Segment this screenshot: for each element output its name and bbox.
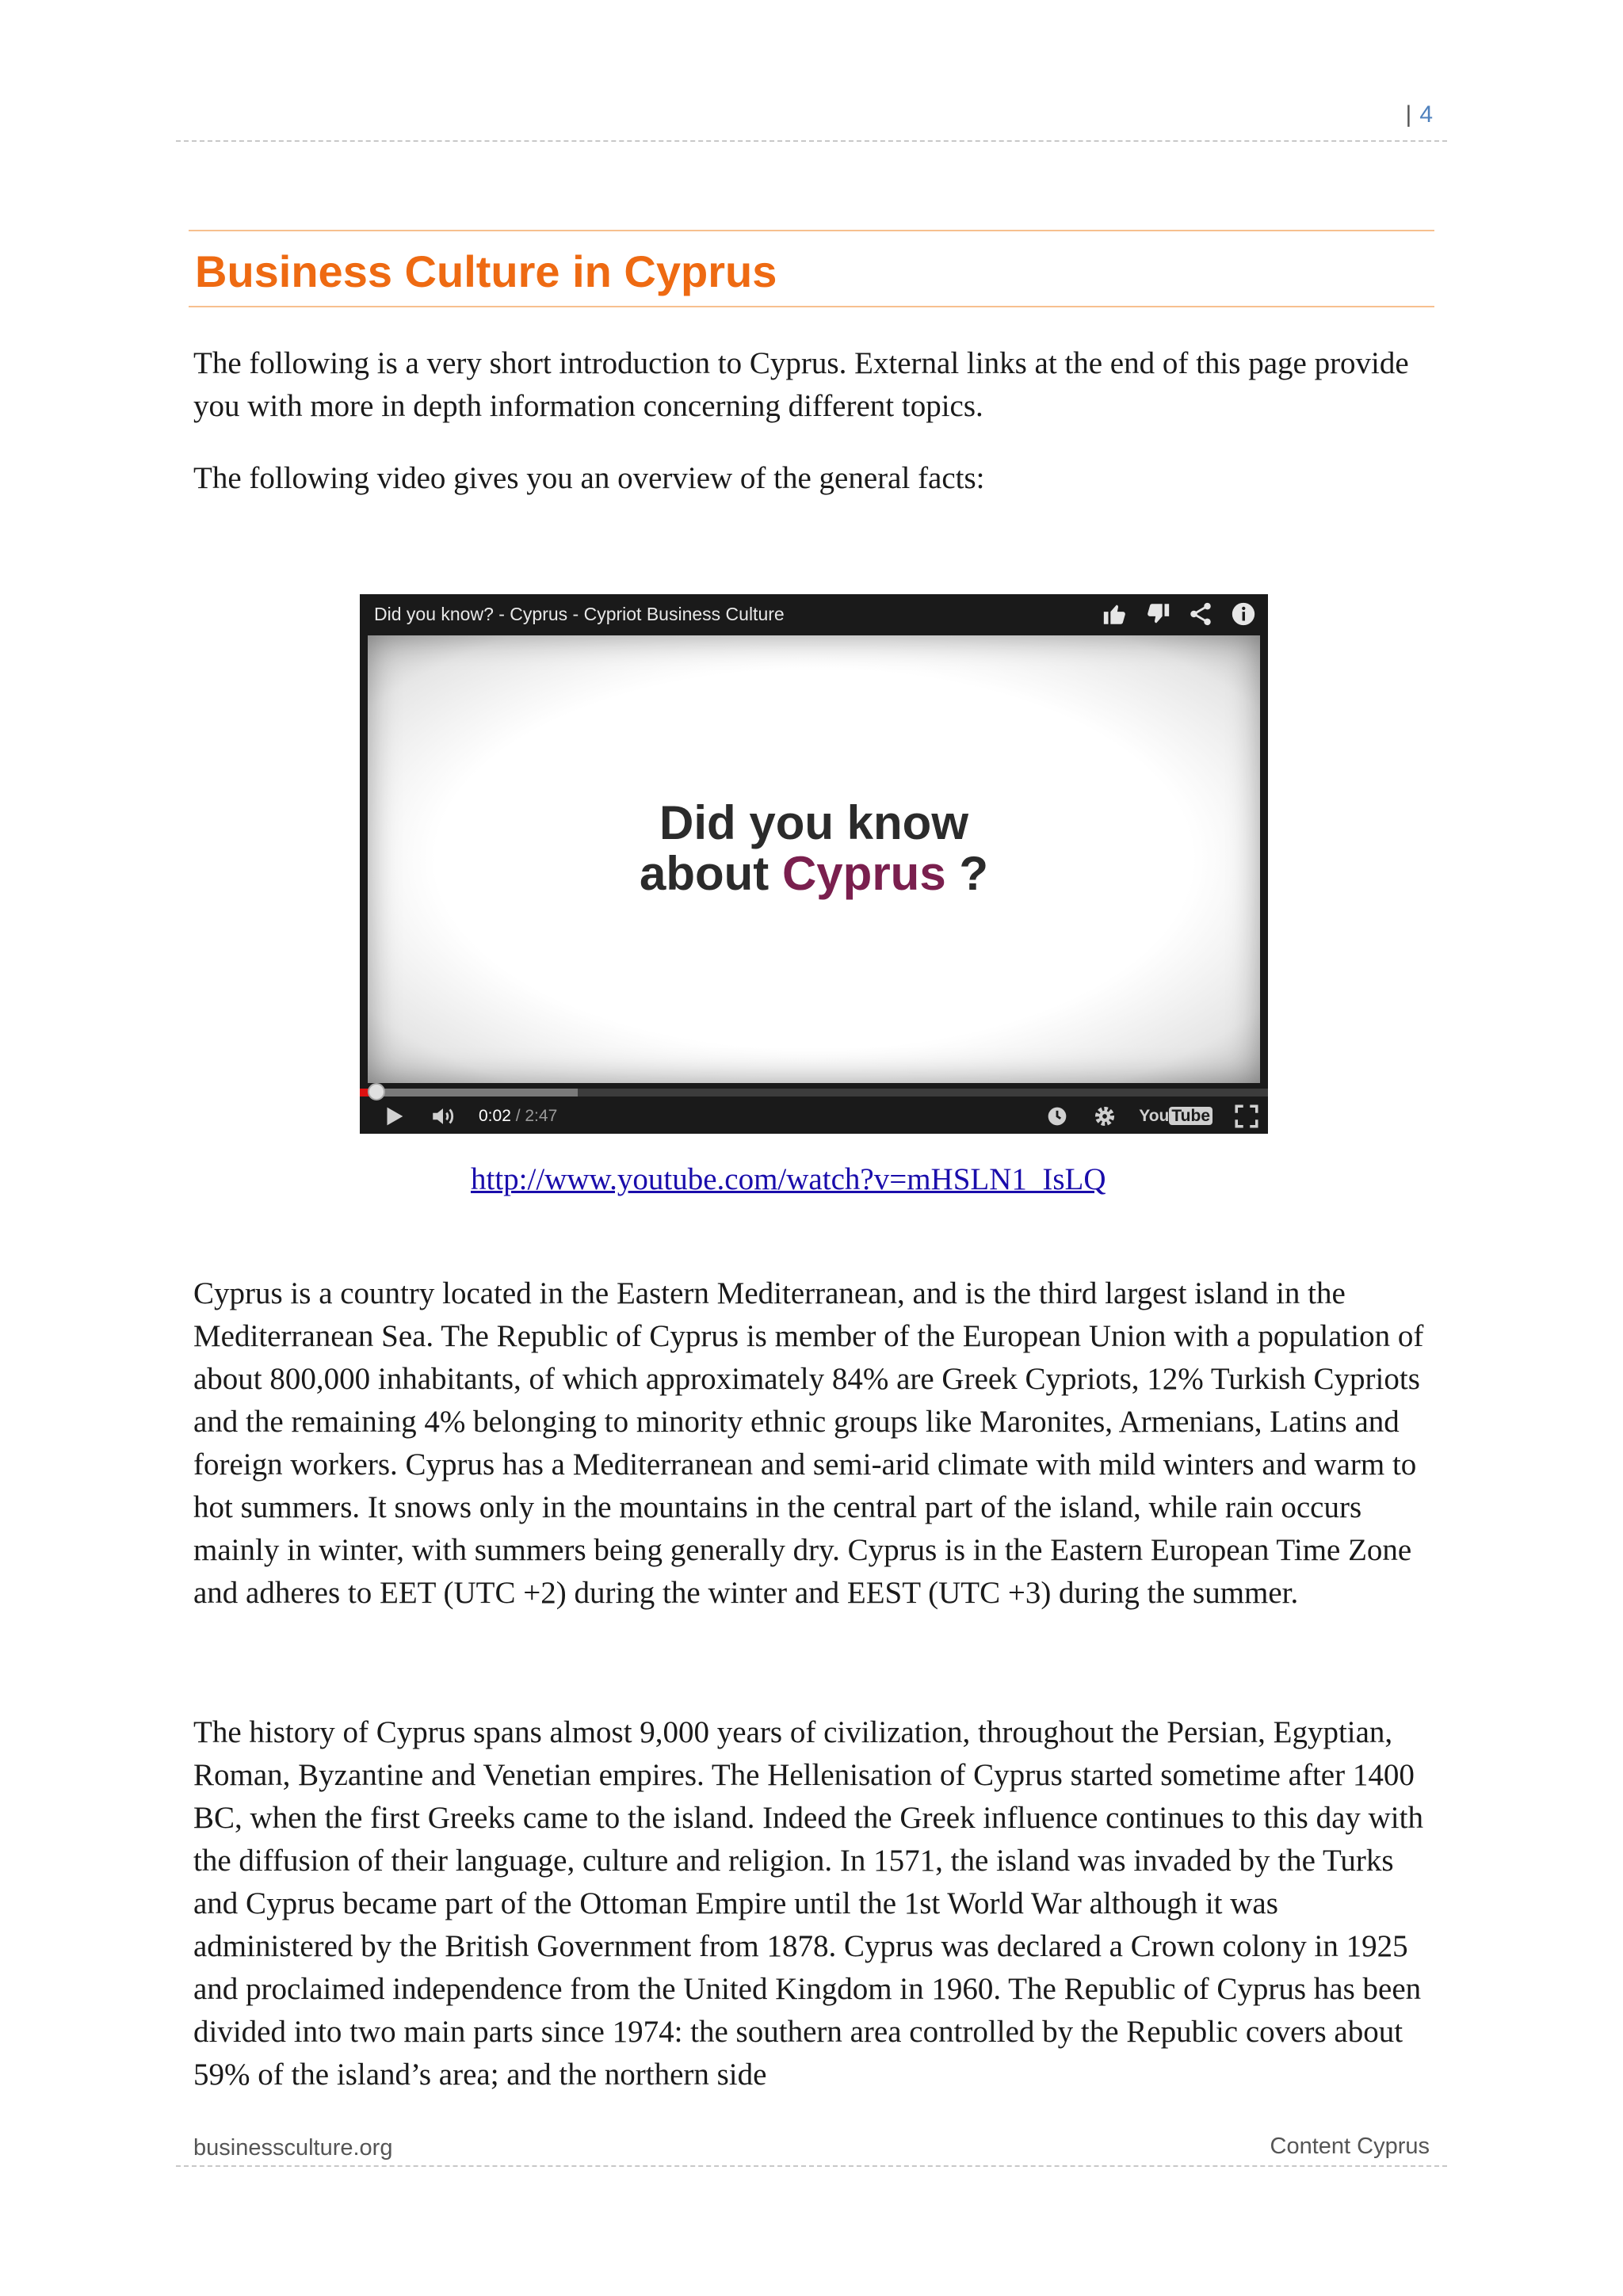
page-title: Business Culture in Cyprus (195, 246, 777, 296)
video-controls (360, 1098, 1268, 1134)
video-caption-suffix: ? (945, 847, 989, 900)
share-icon[interactable] (1187, 601, 1214, 627)
current-time: 0:02 (479, 1106, 511, 1125)
video-top-toolbar (1102, 601, 1257, 627)
footer-site: businessculture.org (193, 2135, 393, 2161)
video-caption-line1: Did you know (659, 796, 968, 849)
progress-buffered (360, 1089, 578, 1097)
page-number-value: 4 (1419, 101, 1433, 128)
page-number (1406, 101, 1433, 128)
dislike-icon[interactable] (1144, 601, 1171, 627)
watch-later-icon[interactable] (1044, 1103, 1071, 1130)
overview-paragraph: Cyprus is a country located in the Eastern Mediterranean, and is the third largest island in the Mediterranean Sea. The Republic of Cyprus is member of the European Union with a population of about 800,000 inhabitants, of which approximately 84% are Greek Cypriots, 12% Turkish Cypriots and the remaining 4% belonging to minority ethnic groups like Maronites, Armenians, Latins and foreign workers. Cyprus has a Mediterranean and semi-arid climate with mild winters and warm to hot summers. It snows only in the mountains in the central part of the island, while rain occurs mainly in winter, with summers being generally dry. Cyprus is in the Eastern European Time Zone and adheres to EET (UTC +2) during the winter and EEST (UTC +3) during the summer. (193, 1276, 1424, 1610)
footer-divider (176, 2165, 1447, 2167)
play-icon[interactable] (380, 1103, 407, 1130)
page-number-separator: | (1405, 101, 1412, 128)
time-display (479, 1107, 557, 1126)
video-caption-prefix: about (639, 847, 782, 900)
youtube-logo-you: You (1139, 1106, 1170, 1125)
volume-icon[interactable] (430, 1103, 456, 1130)
video-caption-highlight: Cyprus (781, 847, 946, 900)
intro-paragraph: The following is a very short introduction to Cyprus. External links at the end of this page provide you with more in depth information concerning different topics. (193, 346, 1409, 423)
video-frame[interactable] (368, 635, 1260, 1083)
fullscreen-icon[interactable] (1233, 1103, 1260, 1130)
youtube-link[interactable]: http://www.youtube.com/watch?v=mHSLN1_IsLQ (471, 1162, 1106, 1196)
like-icon[interactable] (1102, 601, 1128, 627)
title-box (189, 230, 1434, 307)
history-paragraph: The history of Cyprus spans almost 9,000 years of civilization, throughout the Persian, Egyptian, Roman, Byzantine and Venetian empires. The Hellenisation of Cyprus started sometime after 1400 BC, when the first Greeks came to the island. Indeed the Greek influence continues to this day with the diffusion of their language, culture and religion. In 1571, the island was invaded by the Turks and Cyprus became part of the Ottoman Empire until the 1st World War although it was administered by the British Government from 1878. Cyprus was declared a Crown colony in 1925 and proclaimed independence from the United Kingdom in 1960. The Republic of Cyprus has been divided into two main parts since 1974: the southern area controlled by the Republic covers about 59% of the island’s area; and the northern side (193, 1715, 1423, 2092)
header-divider (176, 140, 1447, 142)
progress-bar[interactable] (360, 1089, 1268, 1097)
video-player[interactable] (360, 594, 1268, 1134)
total-time: / 2:47 (510, 1106, 558, 1125)
footer-section: Content Cyprus (1270, 2134, 1430, 2159)
video-title[interactable]: Did you know? - Cyprus - Cypriot Business Culture (374, 604, 785, 624)
youtube-logo[interactable] (1139, 1107, 1212, 1126)
youtube-logo-tube: Tube (1169, 1107, 1212, 1125)
video-caption (368, 798, 1260, 899)
settings-icon[interactable] (1091, 1103, 1118, 1130)
info-icon[interactable] (1230, 601, 1257, 627)
video-caption-line2 (368, 849, 1260, 899)
video-intro-paragraph: The following video gives you an overview of the general facts: (193, 461, 985, 495)
